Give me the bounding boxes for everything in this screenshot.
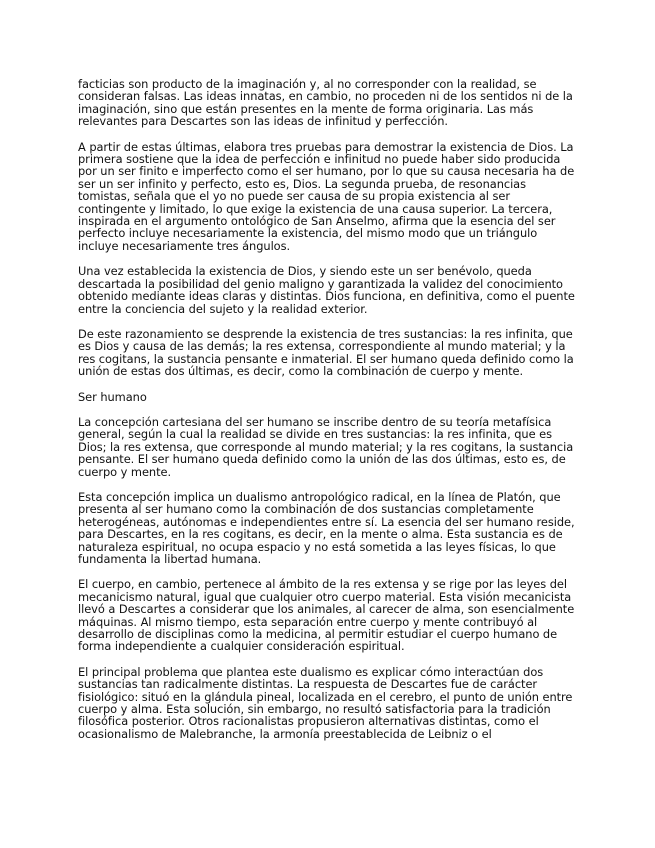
- paragraph-cartesian-conception: La concepción cartesiana del ser humano se inscribe dentro de su teoría metafísica general, según la cual la realidad se divide en tres sustancias: la res infinita, que es Dios; la res extensa, que corresponde al mundo material; y la res cogitans, la sustancia pensante. El ser humano queda definido como la unión de las dos últimas, esto es, de cuerpo y mente.: [78, 414, 574, 479]
- paragraph-three-substances: De este razonamiento se desprende la existencia de tres sustancias: la res infinita, que es Dios y causa de las demás; la res extensa, correspondiente al mundo material; y la res cogitans, la sustancia pensante e inmaterial. El ser humano queda definido como la unión de estas dos últimas, es decir, como la combinación de cuerpo y mente.: [78, 326, 574, 379]
- paragraph-proofs-of-god: A partir de estas últimas, elabora tres pruebas para demostrar la existencia de Dios. La primera sostiene que la idea de perfección e infinitud no puede haber sido producida por un ser finito e imperfecto como el ser humano, por lo que su causa necesaria ha de ser un ser infinito y perfecto, esto es, Dios. La segunda prueba, de resonancias tomistas, señala que el yo no puede ser causa de su propia existencia al ser contingente y limitado, lo que exige la existencia de una causa superior. La tercera, inspirada en el argumento ontológico de San Anselmo, afirma que la esencia del ser perfecto incluye necesariamente la existencia, del mismo modo que un triángulo incluye necesariamente tres ángulos.: [78, 139, 575, 253]
- paragraph-body-mechanism: El cuerpo, en cambio, pertenece al ámbito de la res extensa y se rige por las leyes del mecanicismo natural, igual que cualquier otro cuerpo material. Esta visión mecanicista llevó a Descartes a considerar que los animales, al carecer de alma, son esencialmente máquinas. Al mismo tiempo, esta separación entre cuerpo y mente contribuyó al desarrollo de disciplinas como la medicina, al permitir estudiar el cuerpo humano de forma independiente a cualquier consideración espiritual.: [78, 577, 575, 654]
- paragraph-dualism: Esta concepción implica un dualismo antropológico radical, en la línea de Platón, que presenta al ser humano como la combinación de dos sustancias completamente heterogéneas, autónomas e independientes entre sí. La esencia del ser humano reside, para Descartes, en la res cogitans, es decir, en la mente o alma. Esta sustancia es de naturaleza espiritual, no ocupa espacio y no está sometida a las leyes físicas, lo que fundamenta la libertad humana.: [78, 489, 575, 566]
- document-page: [78, 78, 578, 753]
- paragraph-god-bridge: Una vez establecida la existencia de Dios, y siendo este un ser benévolo, queda descartada la posibilidad del genio maligno y garantizada la validez del conocimiento obtenido mediante ideas claras y distintas. Dios funciona, en definitiva, como el puente entre la conciencia del sujeto y la realidad exterior.: [78, 264, 575, 316]
- paragraph-interaction-problem: El principal problema que plantea este dualismo es explicar cómo interactúan dos sustancias tan radicalmente distintas. La respuesta de Descartes fue de carácter fisiológico: situó en la glándula pineal, localizada en el cerebro, el punto de unión entre cuerpo y alma. Esta solución, sin embargo, no resultó satisfactoria para la tradición filosófica posterior. Otros racionalistas propusieron alternativas distintas, como el ocasionalismo de Malebranche, la armonía preestablecida de Leibniz o el: [78, 664, 573, 741]
- section-heading-ser-humano: Ser humano: [78, 389, 147, 404]
- paragraph-innate-ideas: facticias son producto de la imaginación y, al no corresponder con la realidad, se consideran falsas. Las ideas innatas, en cambio, no proceden ni de los sentidos ni de la imaginación, sino que están presentes en la mente de forma originaria. Las más relevantes para Descartes son las ideas de infinitud y perfección.: [78, 77, 573, 129]
